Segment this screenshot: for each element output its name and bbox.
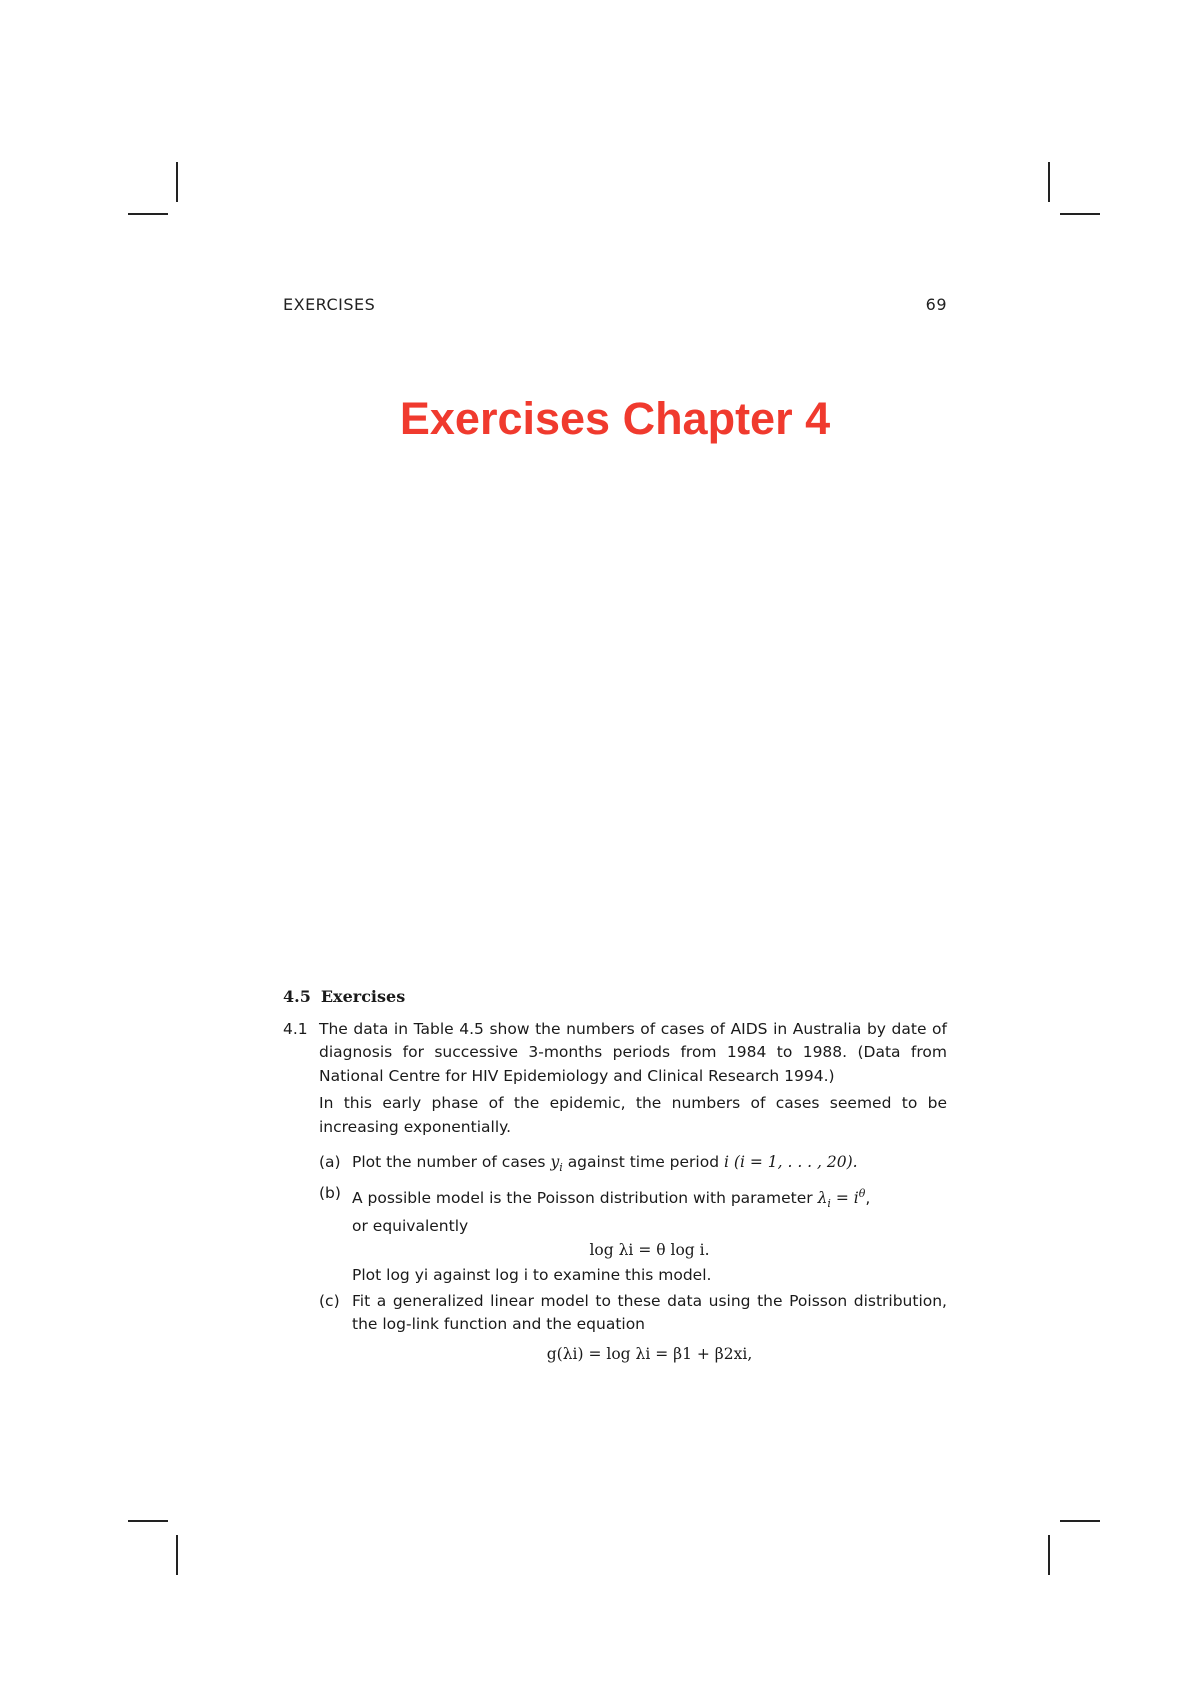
- page-content: [283, 985, 947, 1368]
- part-b-comma: ,: [865, 1188, 871, 1207]
- page-number: 69: [925, 295, 947, 314]
- crop-mark-bottom-right-horizontal: [1060, 1520, 1100, 1522]
- section-number: 4.5: [283, 987, 311, 1006]
- part-a-text: [352, 1151, 947, 1180]
- exercise-paragraph-2: In this early phase of the epidemic, the numbers of cases seemed to be increasing exponentially.: [319, 1094, 947, 1136]
- lambda-eq: [817, 1186, 866, 1210]
- lambda-sub: i: [827, 1196, 831, 1210]
- part-a-range: (i = 1, . . . , 20).: [733, 1153, 858, 1171]
- crop-mark-top-left-vertical: [176, 162, 178, 202]
- exercise-body: [319, 1018, 947, 1369]
- section-heading: [283, 985, 947, 1009]
- part-c-body: Fit a generalized linear model to these data using the Poisson distribution, the log-link function and the equation: [352, 1291, 947, 1334]
- var-y-base: y: [550, 1153, 560, 1171]
- lambda-rhs: = i: [830, 1188, 859, 1207]
- section-title: Exercises: [320, 987, 406, 1006]
- crop-mark-top-right-horizontal: [1060, 213, 1100, 215]
- part-c-label: (c): [319, 1291, 340, 1310]
- var-y-sub: i: [559, 1161, 563, 1175]
- lambda-rhs-sup: θ: [858, 1186, 866, 1200]
- crop-mark-bottom-left-horizontal: [128, 1520, 168, 1522]
- running-head-title: EXERCISES: [283, 295, 376, 314]
- part-a-label: (a): [319, 1153, 341, 1171]
- part-a-text-mid: against time period: [567, 1153, 720, 1171]
- exercise-number: 4.1: [283, 1019, 308, 1038]
- crop-mark-bottom-left-vertical: [176, 1535, 178, 1575]
- equation-glm: g(λi) = log λi = β1 + β2xi,: [546, 1344, 753, 1363]
- lambda-symbol: λ: [817, 1188, 828, 1207]
- exercise-4-1: [283, 1018, 947, 1369]
- crop-mark-bottom-right-vertical: [1048, 1535, 1050, 1575]
- chapter-title: Exercises Chapter 4: [399, 393, 831, 444]
- part-a: [319, 1151, 947, 1180]
- part-c-text: [352, 1290, 947, 1367]
- var-y: [550, 1153, 563, 1175]
- crop-mark-top-left-horizontal: [128, 213, 168, 215]
- exercise-parts: [319, 1151, 947, 1366]
- part-c: [319, 1290, 947, 1367]
- part-b-label: (b): [319, 1183, 341, 1202]
- part-b-plot-text: Plot log yi against log i to examine this model.: [352, 1266, 712, 1285]
- equation-log-lambda: log λi = θ log i.: [589, 1240, 710, 1259]
- part-b-line2: or equivalently: [352, 1217, 469, 1236]
- crop-mark-top-right-vertical: [1048, 162, 1050, 202]
- part-b-text: [352, 1182, 947, 1288]
- exercise-paragraph-1: The data in Table 4.5 show the numbers of cases of AIDS in Australia by date of diagnosis for successive 3-months periods from 1984 to 1988. (Data from National Centre for HIV Epidemiology and Clinical Research 1994.): [319, 1019, 947, 1085]
- var-i: i: [724, 1153, 729, 1171]
- part-b-line1: A possible model is the Poisson distribution with parameter: [352, 1188, 813, 1207]
- part-b: [319, 1182, 947, 1288]
- part-a-text-before: Plot the number of cases: [352, 1153, 546, 1171]
